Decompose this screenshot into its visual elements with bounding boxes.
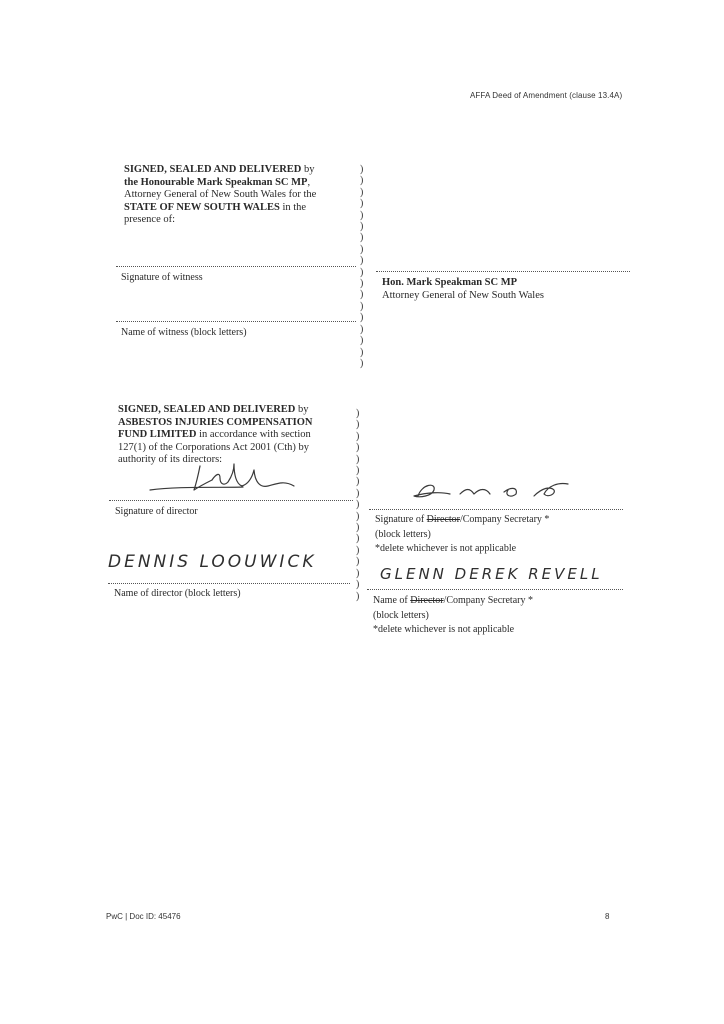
director-name-label: Name of director (block letters) (114, 588, 241, 599)
secretary-name-handwritten: GLENN DEREK REVELL (380, 565, 603, 583)
bracket-column-1: ) ) ) ) ) ) ) ) ) ) ) ) ) ) ) ) ) ) (360, 164, 364, 369)
company-name-line1: ASBESTOS INJURIES COMPENSATION (118, 416, 313, 428)
attestation-clause-company: SIGNED, SEALED AND DELIVERED by ASBESTOS INJURIES COMPENSATION FUND LIMITED in accordance with section 127(1) of the Corporations Act 2001 (Cth) by authority of its directors: (118, 404, 313, 465)
witness-signature-line (116, 266, 356, 267)
secretary-name-line (367, 589, 623, 590)
secretary-signature-line (369, 509, 623, 510)
attestation-heading: SIGNED, SEALED AND DELIVERED (124, 164, 302, 175)
struck-director-word-2: Director (410, 595, 444, 606)
director-name-handwritten: DENNIS LOOUWICK (108, 552, 317, 572)
secretary-signature-label: Signature of Director/Company Secretary * (375, 514, 550, 525)
attorney-name: Hon. Mark Speakman SC MP (382, 277, 518, 288)
secretary-signature-image (408, 478, 573, 502)
attorney-signature-line (376, 271, 630, 272)
director-signature-label: Signature of director (115, 506, 198, 517)
bracket-column-2: ) ) ) ) ) ) ) ) ) ) ) ) ) ) ) ) ) (356, 408, 360, 602)
director-name-line (108, 583, 350, 584)
attorney-signatory-block (382, 277, 544, 302)
attorney-title: Attorney General of New South Wales (382, 289, 544, 301)
signatory-name-inline: the Honourable Mark Speakman SC MP (124, 176, 308, 188)
secretary-name-block-letters: (block letters) (373, 610, 429, 621)
witness-signature-label: Signature of witness (121, 272, 203, 283)
secretary-signature-note: *delete whichever is not applicable (375, 543, 517, 554)
witness-name-line (116, 321, 356, 322)
director-signature-image (148, 456, 298, 498)
page-number: 8 (605, 912, 610, 921)
secretary-signature-block-letters: (block letters) (375, 529, 431, 540)
secretary-name-note: *delete whichever is not applicable (373, 624, 515, 635)
witness-name-label: Name of witness (block letters) (121, 327, 247, 338)
director-signature-line (109, 500, 353, 501)
attestation-clause-state: SIGNED, SEALED AND DELIVERED by the Honourable Mark Speakman SC MP, Attorney General of New South Wales for the STATE OF NEW SOUTH WALES in the presence of: (124, 164, 317, 225)
document-reference: AFFA Deed of Amendment (clause 13.4A) (470, 91, 623, 100)
struck-director-word: Director (426, 514, 460, 525)
footer-doc-id: PwC | Doc ID: 45476 (106, 912, 181, 921)
attestation-heading-2: SIGNED, SEALED AND DELIVERED (118, 404, 296, 415)
secretary-name-label: Name of Director/Company Secretary * (373, 595, 533, 606)
party-name: STATE OF NEW SOUTH WALES (124, 201, 280, 213)
company-name-line2: FUND LIMITED (118, 429, 197, 440)
